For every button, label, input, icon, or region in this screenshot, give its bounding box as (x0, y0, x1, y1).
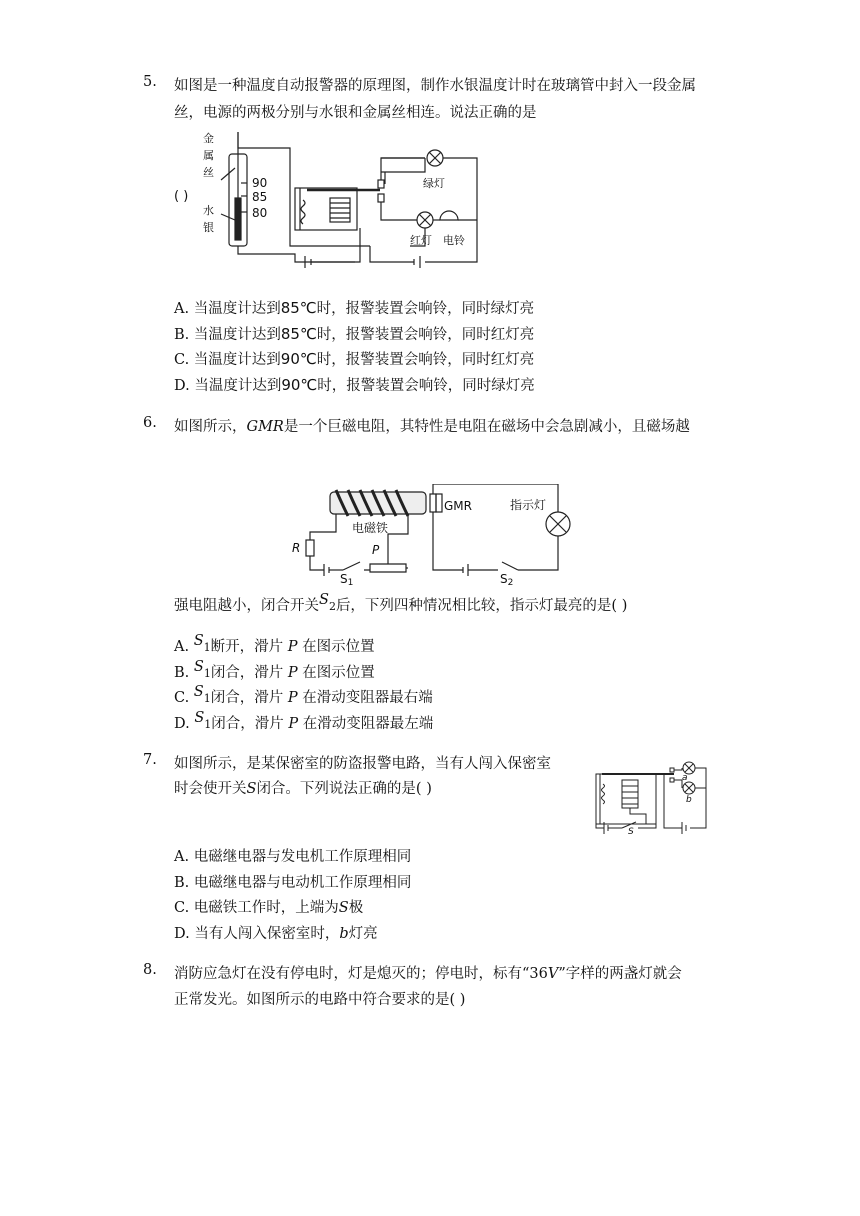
q5-fig-red-lamp-label: 红灯 (410, 234, 432, 247)
q6-option-d[interactable]: D. S1闭合，滑片 P 在滑动变阻器最左端 (174, 710, 434, 732)
q5-answer-paren: ( ) (174, 189, 189, 204)
q5-fig-metal-label-1: 金 (203, 132, 214, 145)
q8-number: 8. (143, 962, 157, 978)
q6-stem-line1: 如图所示，GMR是一个巨磁电阻，其特性是电阻在磁场中会急剧减小，且磁场越 (174, 419, 690, 435)
q5-fig-mercury-label-2: 银 (203, 221, 214, 234)
q6-number: 6. (143, 415, 157, 431)
q6-option-a[interactable]: A. S1断开，滑片 P 在图示位置 (174, 633, 375, 655)
q6-stem-line2: 强电阻越小，闭合开关S2后，下列四种情况相比较，指示灯最亮的是( ) (174, 592, 628, 614)
q5-fig-green-lamp-label: 绿灯 (423, 177, 445, 190)
q6-fig-magnet-label: 电磁铁 (352, 521, 389, 535)
q7-stem-line2: 时会使开关S闭合。下列说法正确的是( ) (174, 781, 432, 797)
q5-option-b[interactable]: B. 当温度计达到85℃时，报警装置会响铃，同时红灯亮 (174, 325, 535, 343)
q5-fig-metal-label-3: 丝 (203, 166, 214, 179)
q7-stem-line1: 如图所示，是某保密室的防盗报警电路，当有人闯入保密室 (174, 756, 551, 772)
q6-fig-s1-label: S1 (340, 572, 354, 588)
q7-fig-s-label: S (628, 827, 634, 834)
q7-fig-b-label: b (686, 795, 692, 805)
q7-option-d[interactable]: D. 当有人闯入保密室时，b灯亮 (174, 926, 378, 942)
q7-option-b[interactable]: B. 电磁继电器与电动机工作原理相同 (174, 875, 412, 891)
q6-option-c[interactable]: C. S1闭合，滑片 P 在滑动变阻器最右端 (174, 684, 433, 706)
q6-fig-r-label: R (292, 541, 301, 555)
q8-stem-line1: 消防应急灯在没有停电时，灯是熄灭的；停电时，标有“36V”字样的两盏灯就会 (174, 966, 682, 982)
q5-fig-metal-label-2: 属 (203, 149, 214, 162)
q7-fig-a-label: a (682, 773, 688, 783)
q5-fig-mercury-label-1: 水 (203, 204, 214, 217)
q5-fig-bell-label: 电铃 (443, 234, 465, 247)
q7-number: 7. (143, 752, 157, 768)
q7-alarm-circuit-figure (594, 758, 712, 834)
q5-stem-line1: 如图是一种温度自动报警器的原理图，制作水银温度计时在玻璃管中封入一段金属 (174, 78, 696, 94)
q5-stem-line2: 丝，电源的两极分别与水银和金属丝相连。说法正确的是 (174, 105, 537, 121)
q8-stem-line2: 正常发光。如图所示的电路中符合要求的是( ) (174, 992, 466, 1008)
q6-gmr-circuit-figure (288, 484, 578, 588)
q5-alarm-circuit-figure (195, 128, 490, 273)
q5-option-c[interactable]: C. 当温度计达到90℃时，报警装置会响铃，同时红灯亮 (174, 350, 535, 368)
q5-fig-temp-90: 90 (252, 176, 268, 190)
q7-option-c[interactable]: C. 电磁铁工作时，上端为S极 (174, 900, 364, 916)
q6-fig-gmr-label: GMR (444, 499, 472, 513)
q5-fig-temp-80: 80 (252, 206, 268, 220)
q5-option-d[interactable]: D. 当温度计达到90℃时，报警装置会响铃，同时绿灯亮 (174, 376, 535, 394)
q7-option-a[interactable]: A. 电磁继电器与发电机工作原理相同 (174, 849, 412, 865)
q5-number: 5. (143, 74, 157, 90)
q6-fig-lamp-label: 指示灯 (510, 498, 547, 512)
q5-fig-temp-85: 85 (252, 190, 268, 204)
q6-fig-s2-label: S2 (500, 572, 514, 588)
q6-fig-p-label: P (372, 543, 380, 557)
q6-option-b[interactable]: B. S1闭合，滑片 P 在图示位置 (174, 659, 375, 681)
q5-option-a[interactable]: A. 当温度计达到85℃时，报警装置会响铃，同时绿灯亮 (174, 299, 535, 317)
